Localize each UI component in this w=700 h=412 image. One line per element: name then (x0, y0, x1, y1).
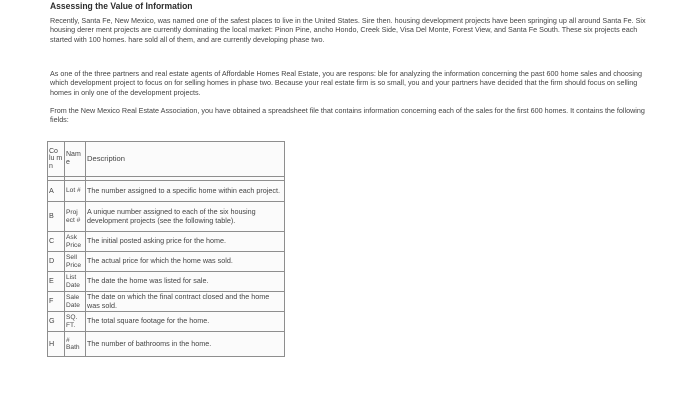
table-row (48, 312, 285, 332)
cell-name: SQ. FT. (65, 312, 86, 332)
cell-column: G (48, 312, 65, 332)
cell-column: B (48, 202, 65, 232)
cell-description: The date the home was listed for sale. (86, 272, 285, 292)
cell-description: The date on which the final contract closed and the home was sold. (86, 292, 285, 312)
cell-name: Lot # (65, 181, 86, 202)
cell-name: Proj ect # (65, 202, 86, 232)
cell-description: The actual price for which the home was sold. (86, 252, 285, 272)
cell-name: # Bath (65, 332, 86, 357)
cell-name: Sale Date (65, 292, 86, 312)
cell-description: The initial posted asking price for the home. (86, 232, 285, 252)
cell-name: List Date (65, 272, 86, 292)
table-header-row (48, 142, 285, 177)
paragraph-fields: From the New Mexico Real Estate Association, you have obtained a spreadsheet file that contains information concerning each of the sales for the first 600 homes. It contains the following fields: (50, 106, 645, 125)
cell-description: The total square footage for the home. (86, 312, 285, 332)
paragraph-role: As one of the three partners and real estate agents of Affordable Homes Real Estate, you are respons: ble for analyzing the information concerning the past 600 home sales and choosing which development project to focus on for selling homes in phase two. Because your real estate firm is so small, you and your partners have decided that the firm should focus on selling homes in only one of the development projects. (50, 69, 643, 97)
table-row (48, 181, 285, 202)
table-row (48, 292, 285, 312)
paragraph-intro: Recently, Santa Fe, New Mexico, was named one of the safest places to live in the United States. Sire then. housing development projects have been springing up all around Santa Fe. Six housing derer ment projects are currently dominating the local market: Pinon Pine, ancho Hondo, Creek Side, Visa Del Monte, Forest View, and Santa Fe South. These six projects each started with 100 homes. hare sold all of them, and are currently developing phase two. (50, 16, 646, 44)
cell-description: A unique number assigned to each of the six housing development projects (see the following table). (86, 202, 285, 232)
cell-column: F (48, 292, 65, 312)
header-name: Nam e (65, 142, 86, 177)
table-row (48, 252, 285, 272)
cell-description: The number of bathrooms in the home. (86, 332, 285, 357)
page-title: Assessing the Value of Information (50, 1, 193, 11)
header-description: Description (86, 142, 285, 177)
cell-name: Sell Price (65, 252, 86, 272)
table-row (48, 202, 285, 232)
cell-description: The number assigned to a specific home within each project. (86, 181, 285, 202)
cell-column: A (48, 181, 65, 202)
cell-column: C (48, 232, 65, 252)
cell-column: D (48, 252, 65, 272)
table-row (48, 332, 285, 357)
fields-table (47, 141, 285, 357)
table-row (48, 272, 285, 292)
table-row (48, 232, 285, 252)
header-column: Co lu m n (48, 142, 65, 177)
cell-column: E (48, 272, 65, 292)
cell-column: H (48, 332, 65, 357)
cell-name: Ask Price (65, 232, 86, 252)
